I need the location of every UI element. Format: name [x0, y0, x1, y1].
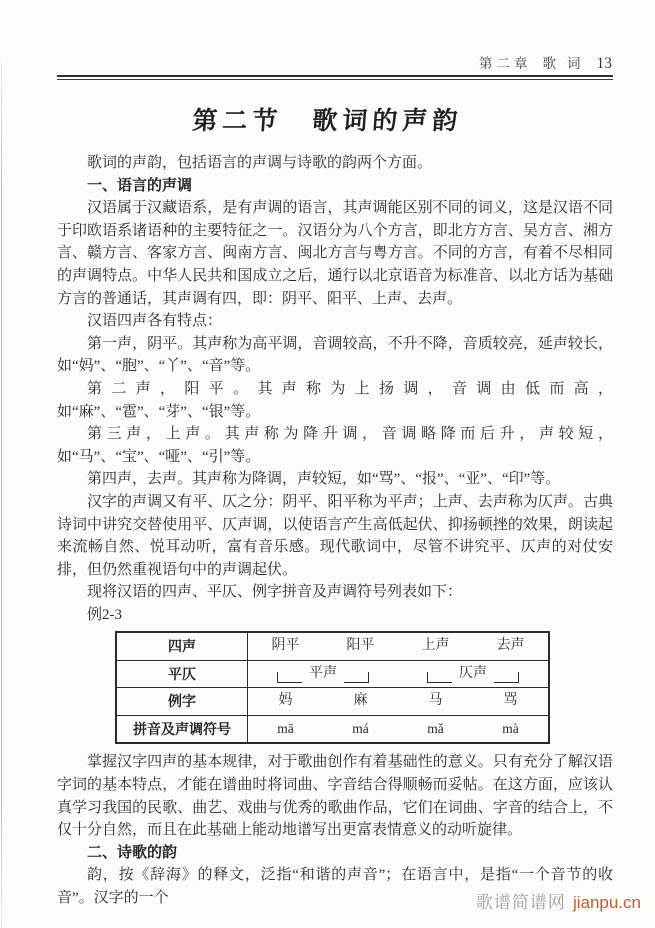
cell-tone-yinping: 阴平 — [271, 638, 300, 654]
paragraph-mastery: 掌握汉字四声的基本规律，对于歌曲创作有着基础性的意义。只有充分了解汉语字词的基本特点，才能在谱曲时将词曲、字音结合得顺畅而妥帖。在这方面，应该认真学习我国的民歌、曲艺、戏曲与优秀的歌曲作品，它们在词曲、字音的结合上，不仅十分自然，而且在此基础上能动地谱写出更富表情意义的动听旋律。 — [57, 754, 613, 839]
table-row-pingze — [117, 660, 548, 688]
paragraph-rhyme: 韵，按《辞海》的释文，泛指“和谐的声音”；在语言中，是指“一个音节的收音”。汉字的一个 — [57, 867, 613, 907]
running-header — [479, 52, 612, 73]
line-four-tones: 汉语四声各有特点： — [87, 313, 223, 330]
paragraph-pingze: 汉字的声调又有平、仄之分：阴平、阳平称为平声；上声、去声称为仄声。古典诗词中讲究交替使用平、仄声调，以使语言产生高低起伏、抑扬顿挫的效果，朗读起来流畅自然、悦耳动听，富有音乐感。现代歌词中，尽管不讲究平、仄声的对仗安排，但仍然重视语句中的声调起伏。 — [57, 493, 613, 578]
row-cells-pinyin — [248, 716, 548, 743]
paragraph-tone-3: 第三声，上声。其声称为降升调，音调略降而后升，声较短，如“马”、“宝”、“哑”、“引”等。 — [57, 426, 613, 465]
running-header-word-1: 歌 — [542, 56, 556, 71]
cell-pinyin-ma3: mǎ — [427, 720, 444, 736]
underbrace-right-tick — [344, 672, 369, 683]
table-row-examples — [117, 687, 548, 715]
cell-tone-yangping: 阳平 — [346, 638, 375, 654]
underbrace-left-tick — [427, 672, 452, 683]
watermark-site-name: 歌谱简谱网 — [475, 893, 566, 912]
heading-poem-rhyme: 二、诗歌的韵 — [87, 843, 178, 861]
intro-paragraph: 歌词的声韵，包括语言的声调与诗歌的韵两个方面。 — [87, 155, 433, 171]
header-double-rule — [57, 75, 613, 80]
cell-example-ma3: 马 — [428, 693, 443, 709]
paragraph-tone-4: 第四声，去声。其声称为降调，声较短，如“骂”、“报”、“亚”、“印”等。 — [87, 471, 561, 488]
cell-example-ma4: 骂 — [503, 693, 518, 709]
cell-pinyin-ma4: mà — [502, 720, 519, 736]
watermark-site-url: jianpu.cn — [572, 893, 641, 912]
cell-example-ma1: 妈 — [278, 693, 293, 709]
underbrace-left-tick — [277, 672, 302, 683]
body-text — [57, 152, 613, 910]
cell-tone-qusheng: 去声 — [496, 638, 525, 654]
paragraph-tone-1: 第一声，阴平。其声称为高平调，音调较高，不升不降，音质较亮，延声较长，如“妈”、“胞”、“丫”、“音”等。 — [57, 335, 613, 375]
underbrace-right-tick — [494, 672, 519, 683]
section-title: 第二节 歌词的声韵 — [191, 106, 464, 135]
table-row-pinyin — [117, 715, 548, 743]
running-header-chapter: 第二章 — [479, 56, 532, 71]
paragraph-language: 汉语属于汉藏语系，是有声调的语言，其声调能区别不同的词义，这是汉语不同于印欧语系诸语种的主要特征之一。汉语分为八个方言，即北方方言、吴方言、湘方言、赣方言、客家方言、闽南方言、闽北方言与粤方言。不同的方言，有着不尽相同的声调特点。中华人民共和国成立之后，通行以北京语音为标准音、以北方话为基础方言的普通话，其声调有四，即：阴平、阳平、上声、去声。 — [57, 200, 613, 307]
row-cells-pingze — [248, 661, 548, 688]
cell-tone-shangsheng: 上声 — [421, 638, 450, 654]
paragraph-tone-2: 第二声，阳平。其声称为上扬调，音调由低而高，如“麻”、“雹”、“芽”、“银”等。 — [57, 380, 613, 420]
cell-example-ma2: 麻 — [353, 693, 368, 709]
group-zesheng — [398, 661, 548, 688]
cell-pinyin-ma1: mā — [277, 720, 294, 736]
tone-table — [115, 631, 550, 744]
group-pingsheng — [248, 661, 398, 688]
row-label-tones: 四声 — [117, 633, 248, 660]
row-cells-examples — [248, 688, 548, 715]
line-table-intro: 现将汉语的四声、平仄、例字拼音及声调符号列表如下： — [87, 584, 463, 601]
example-label: 例2-3 — [87, 606, 122, 623]
heading-language-tones: 一、语言的声调 — [87, 176, 193, 194]
row-cells-tones — [248, 633, 548, 660]
cell-pinyin-ma2: má — [352, 720, 369, 736]
table-row-tones — [117, 633, 548, 660]
row-label-examples: 例字 — [117, 688, 248, 715]
row-label-pinyin: 拼音及声调符号 — [117, 716, 248, 743]
row-label-pingze: 平仄 — [117, 661, 248, 688]
group-zesheng-label: 仄声 — [459, 665, 487, 681]
group-pingsheng-label: 平声 — [309, 665, 337, 681]
page-number: 13 — [596, 55, 612, 72]
scan-edge-artifact — [1, 60, 2, 928]
running-header-word-2: 词 — [567, 56, 581, 71]
watermark — [476, 888, 641, 913]
